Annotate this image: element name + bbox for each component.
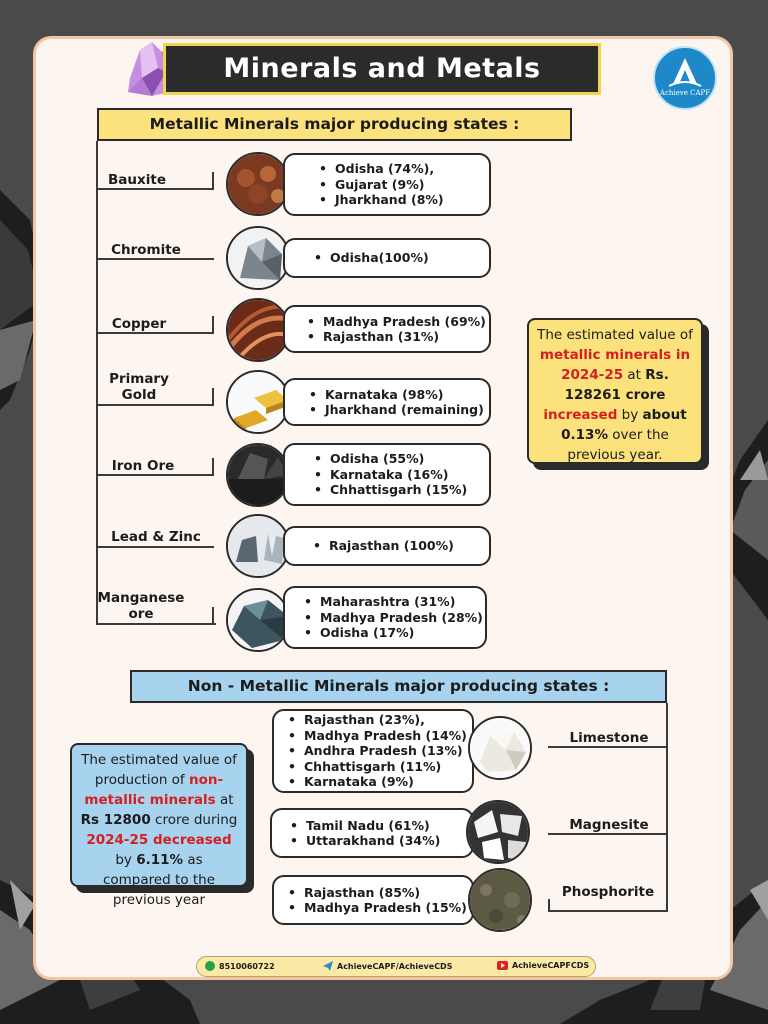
tree-connector bbox=[98, 258, 214, 260]
copper-image bbox=[226, 298, 290, 362]
tree-connector bbox=[548, 899, 550, 911]
tree-connector bbox=[548, 746, 668, 748]
state-item: • Maharashtra (31%) bbox=[320, 594, 485, 610]
info-text: at bbox=[627, 367, 641, 383]
lead-zinc-image bbox=[226, 514, 290, 578]
state-item: • Odisha (74%), bbox=[335, 161, 489, 177]
state-item: • Rajasthan (23%), bbox=[304, 712, 472, 728]
mineral-label-lead-zinc: Lead & Zinc bbox=[111, 529, 201, 545]
chromite-image bbox=[226, 226, 290, 290]
metallic-section-header: Metallic Minerals major producing states : bbox=[97, 108, 572, 141]
mineral-label-magnesite: Magnesite bbox=[569, 817, 649, 833]
nonmetallic-section-header: Non - Metallic Minerals major producing states : bbox=[130, 670, 667, 703]
iron-ore-image bbox=[226, 443, 290, 507]
state-item: • Madhya Pradesh (14%) bbox=[304, 728, 472, 744]
youtube-icon bbox=[497, 961, 508, 970]
state-item: • Tamil Nadu (61%) bbox=[306, 818, 472, 834]
mineral-label-copper: Copper bbox=[111, 316, 167, 332]
tree-connector bbox=[548, 833, 668, 835]
chromite-states-box bbox=[283, 238, 491, 278]
page-title: Minerals and Metals bbox=[163, 43, 601, 95]
tree-connector bbox=[212, 172, 214, 190]
tree-connector bbox=[98, 546, 214, 548]
achieve-capf-logo bbox=[653, 46, 717, 110]
info-highlight: Rs. 128261 crore bbox=[564, 367, 669, 403]
state-item: • Gujarat (9%) bbox=[335, 177, 489, 193]
lead-zinc-states-box bbox=[283, 526, 491, 566]
mineral-label-limestone: Limestone bbox=[569, 730, 649, 746]
state-list bbox=[285, 250, 489, 266]
contact-footer bbox=[196, 956, 596, 977]
logo-mark-icon bbox=[665, 56, 705, 90]
state-list bbox=[285, 594, 485, 641]
info-highlight: about 0.13% bbox=[561, 407, 687, 443]
bauxite-image bbox=[226, 152, 290, 216]
state-item: • Rajasthan (31%) bbox=[323, 329, 489, 345]
state-item: • Rajasthan (100%) bbox=[329, 538, 489, 554]
tree-connector bbox=[548, 910, 668, 912]
state-item: • Chhattisgarh (11%) bbox=[304, 759, 472, 775]
state-item: • Odisha(100%) bbox=[330, 250, 489, 266]
magnesite-image bbox=[466, 800, 530, 864]
mineral-label-manganese-ore: Manganese ore bbox=[97, 590, 185, 622]
iron-ore-states-box bbox=[283, 443, 491, 506]
tree-connector bbox=[98, 474, 214, 476]
mineral-label-chromite: Chromite bbox=[111, 242, 181, 258]
mineral-label-bauxite: Bauxite bbox=[108, 172, 166, 188]
info-text: at bbox=[219, 792, 234, 808]
whatsapp-contact[interactable] bbox=[205, 961, 275, 971]
youtube-handle: AchieveCAPFCDS bbox=[512, 961, 590, 970]
gold-states-box bbox=[283, 378, 491, 426]
state-item: • Chhattisgarh (15%) bbox=[330, 482, 489, 498]
state-item: • Odisha (17%) bbox=[320, 625, 485, 641]
info-highlight: increased bbox=[543, 407, 618, 423]
mineral-label-phosphorite: Phosphorite bbox=[561, 884, 655, 900]
state-list bbox=[272, 818, 472, 849]
state-list bbox=[285, 314, 489, 345]
phosphorite-states-box bbox=[272, 875, 474, 925]
limestone-states-box bbox=[272, 709, 474, 793]
state-list bbox=[285, 538, 489, 554]
gold-image bbox=[226, 370, 290, 434]
manganese-ore-states-box bbox=[283, 586, 487, 649]
telegram-icon bbox=[323, 961, 333, 971]
bauxite-states-box bbox=[283, 153, 491, 216]
state-item: • Rajasthan (85%) bbox=[304, 885, 472, 901]
magnesite-states-box bbox=[270, 808, 474, 858]
info-highlight: Rs 12800 bbox=[80, 812, 151, 828]
copper-states-box bbox=[283, 305, 491, 353]
metallic-value-info-box bbox=[527, 318, 703, 464]
tree-connector bbox=[212, 388, 214, 406]
info-highlight: 2024-25 decreased bbox=[86, 832, 232, 848]
state-item: • Jharkhand (remaining) bbox=[325, 402, 489, 418]
state-item: • Madhya Pradesh (28%) bbox=[320, 610, 485, 626]
info-highlight: metallic minerals in 2024-25 bbox=[539, 347, 691, 383]
state-item: • Madhya Pradesh (69%) bbox=[323, 314, 489, 330]
state-list bbox=[285, 161, 489, 208]
info-text: crore during bbox=[155, 812, 238, 828]
state-item: • Odisha (55%) bbox=[330, 451, 489, 467]
state-list bbox=[285, 451, 489, 498]
whatsapp-icon bbox=[205, 961, 215, 971]
state-list bbox=[274, 712, 472, 790]
nonmetallic-value-info-box bbox=[70, 743, 248, 908]
logo-text: Achieve CAPF bbox=[659, 89, 711, 97]
manganese-ore-image bbox=[226, 588, 290, 652]
mineral-label-iron-ore: Iron Ore bbox=[111, 458, 175, 474]
tree-connector bbox=[98, 188, 214, 190]
limestone-image bbox=[468, 716, 532, 780]
info-text: over the previous year. bbox=[567, 427, 669, 463]
state-list bbox=[274, 885, 472, 916]
state-item: • Uttarakhand (34%) bbox=[306, 833, 472, 849]
info-text: as compared to the previous year bbox=[102, 852, 216, 908]
tree-connector bbox=[96, 623, 216, 625]
info-highlight: non-metallic minerals bbox=[84, 772, 224, 808]
tree-connector bbox=[212, 607, 214, 625]
info-text: The estimated value of bbox=[537, 327, 693, 343]
info-highlight: 6.11% bbox=[136, 852, 184, 868]
state-list bbox=[285, 387, 489, 418]
tree-connector bbox=[212, 458, 214, 476]
tree-connector bbox=[666, 703, 668, 911]
state-item: • Madhya Pradesh (15%) bbox=[304, 900, 472, 916]
tree-connector bbox=[212, 316, 214, 334]
tree-connector bbox=[98, 404, 214, 406]
info-text: by bbox=[115, 852, 132, 868]
mineral-label-primary-gold: Primary Gold bbox=[109, 371, 169, 403]
state-item: • Karnataka (16%) bbox=[330, 467, 489, 483]
phone-number: 8510060722 bbox=[219, 961, 275, 971]
info-text: by bbox=[621, 407, 639, 423]
state-item: • Andhra Pradesh (13%) bbox=[304, 743, 472, 759]
state-item: • Karnataka (9%) bbox=[304, 774, 472, 790]
info-text: The estimated value of production of bbox=[81, 752, 237, 788]
state-item: • Karnataka (98%) bbox=[325, 387, 489, 403]
phosphorite-image bbox=[468, 868, 532, 932]
telegram-handle: AchieveCAPF/AchieveCDS bbox=[337, 961, 453, 971]
tree-connector bbox=[98, 332, 214, 334]
telegram-contact[interactable] bbox=[323, 961, 452, 971]
youtube-contact[interactable] bbox=[497, 961, 589, 970]
state-item: • Jharkhand (8%) bbox=[335, 192, 489, 208]
